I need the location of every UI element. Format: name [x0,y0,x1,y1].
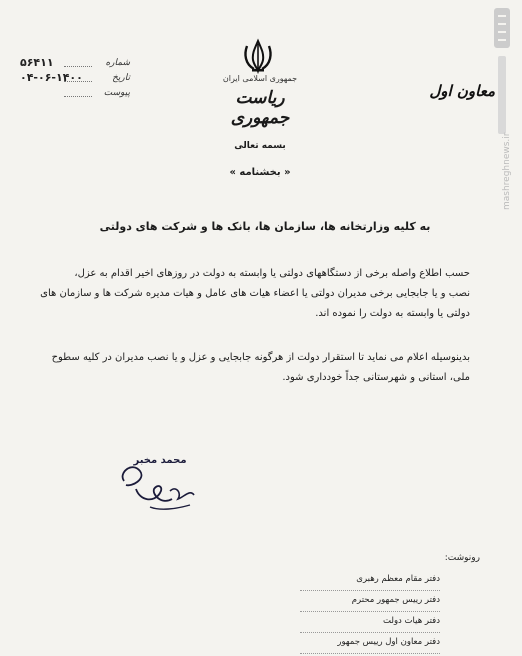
date-label: تاریخ [112,73,130,83]
cc-item: دفتر معاون اول رییس جمهور [300,635,440,654]
bismillah: بسمه تعالی [234,141,286,151]
cc-item: دفتر مقام معظم رهبری [300,572,440,591]
iran-emblem-icon [240,38,276,74]
seal-presidency-title: ریاست جمهوری [230,88,290,128]
cc-title: رونوشت: [444,553,480,563]
signatory-name: محمد مخبر [133,455,187,466]
date-value: ۰۴-۰۶-۱۴۰۰ [20,71,83,84]
document-type: « بخشنامه » [229,167,291,178]
body-line: نصب و یا جابجایی برخی مدیران دولتی یا اعضاء هیات های عامل و هیات مدیره شرکت ها و سازمان های [40,288,470,299]
recipient-line: به کلیه وزارتخانه ها، سازمان ها، بانک ها و شرکت های دولتی [99,220,431,233]
number-value: ۵۶۴۱۱ [20,56,54,69]
date-dots [64,81,92,82]
cc-list [300,572,440,656]
body-line: بدینوسیله اعلام می نماید تا استقرار دولت از هرگونه جابجایی و عزل و یا نصب مدیران در کلیه سطوح [51,352,470,363]
body-line: حسب اطلاع واصله برخی از دستگاههای دولتی یا وابسته به دولت در روزهای اخیر اقدام به عزل، [74,268,470,279]
letter-meta [20,58,130,103]
attachment-label: پیوست [103,88,130,98]
cc-item: دفتر هیات دولت [300,614,440,633]
cc-item: دفتر رییس جمهور محترم [300,593,440,612]
date-row [20,73,130,88]
number-label: شماره [105,58,130,68]
body-paragraph-2 [40,348,470,388]
body-line: ملی، استانی و شهرستانی جداً خودداری شود. [282,372,470,383]
watermark-logo-icon [492,6,512,136]
attachment-row [20,88,130,103]
number-dots [64,66,92,67]
attachment-dots [64,96,92,97]
body-line: دولتی یا وابسته به دولت را نموده اند. [315,308,470,319]
watermark-text: mashreghnews.ir [502,132,512,210]
seal-country-name: جمهوری اسلامی ایران [222,74,298,83]
office-title: معاون اول [429,82,495,100]
body-paragraph-1 [40,264,470,324]
